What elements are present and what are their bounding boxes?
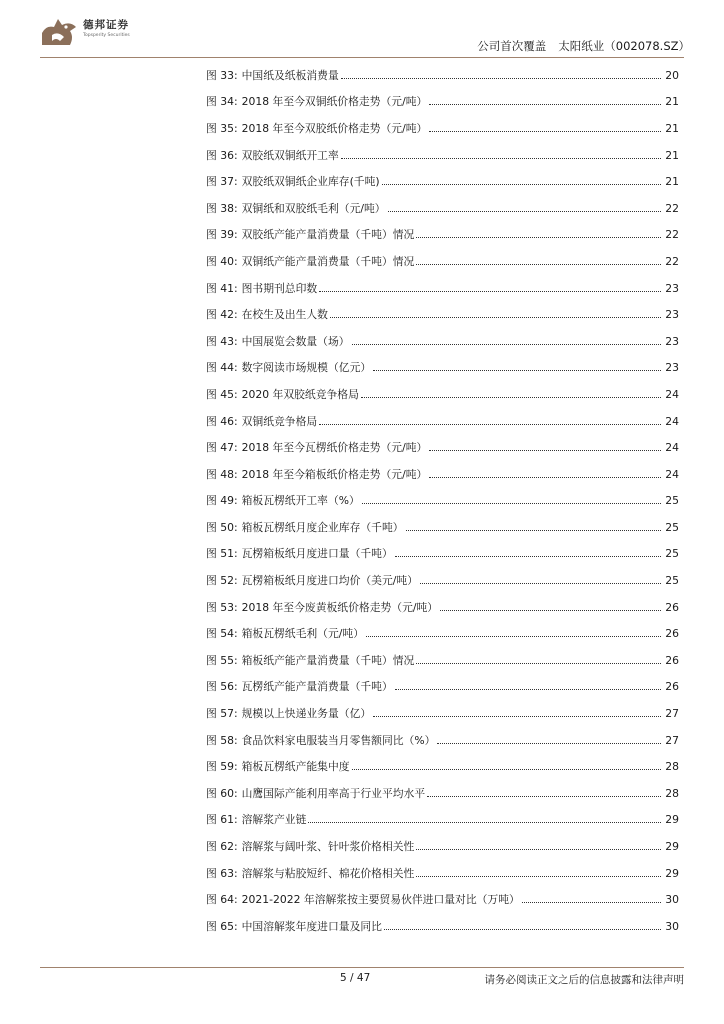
leader-dots	[429, 477, 661, 478]
figure-title: 山鹰国际产能利用率高于行业平均水平	[241, 786, 426, 800]
leader-dots	[373, 716, 661, 717]
figure-title: 规模以上快递业务量（亿）	[241, 707, 372, 721]
figure-title: 2018 年至今瓦楞纸价格走势（元/吨）	[241, 441, 428, 455]
figure-number: 图 41:	[206, 281, 238, 295]
toc-entry[interactable]	[206, 434, 679, 461]
figure-title: 2018 年至今废黄板纸价格走势（元/吨）	[241, 600, 439, 614]
figure-number: 图 43:	[206, 334, 238, 348]
figure-title: 2018 年至今双铜纸价格走势（元/吨）	[241, 95, 428, 109]
figure-title: 中国溶解浆年度进口量及同比	[241, 919, 382, 933]
footer-divider	[40, 967, 684, 968]
figure-page: 21	[665, 95, 679, 109]
figure-number: 图 60:	[206, 786, 238, 800]
leader-dots	[429, 450, 661, 451]
toc-entry[interactable]	[206, 594, 679, 621]
toc-entry[interactable]	[206, 674, 679, 701]
figure-title: 瓦楞纸产能产量消费量（千吨）	[241, 680, 393, 694]
figure-number: 图 47:	[206, 441, 238, 455]
toc-entry[interactable]	[206, 886, 679, 913]
toc-entry[interactable]	[206, 248, 679, 275]
leader-dots	[395, 689, 661, 690]
figure-title: 数字阅读市场规模（亿元）	[241, 361, 372, 375]
figure-page: 25	[665, 547, 679, 561]
figure-page: 21	[665, 175, 679, 189]
leader-dots	[352, 344, 661, 345]
figure-page: 24	[665, 414, 679, 428]
figure-number: 图 64:	[206, 893, 238, 907]
leader-dots	[420, 583, 661, 584]
figure-number: 图 63:	[206, 866, 238, 880]
figure-number: 图 45:	[206, 387, 238, 401]
leader-dots	[416, 663, 661, 664]
leader-dots	[416, 876, 661, 877]
leader-dots	[361, 397, 661, 398]
toc-entry[interactable]	[206, 541, 679, 568]
figure-page: 26	[665, 627, 679, 641]
toc-entry[interactable]	[206, 168, 679, 195]
figure-title: 瓦楞箱板纸月度进口量（千吨）	[241, 547, 393, 561]
report-type: 公司首次覆盖	[477, 39, 547, 53]
toc-entry[interactable]	[206, 275, 679, 302]
legal-disclaimer: 请务必阅读正文之后的信息披露和法律声明	[484, 974, 684, 986]
leader-dots	[429, 104, 661, 105]
figure-page: 25	[665, 520, 679, 534]
leader-dots	[384, 929, 661, 930]
figure-page: 22	[665, 254, 679, 268]
figure-title: 双铜纸产能产量消费量（千吨）情况	[241, 254, 415, 268]
figure-number: 图 54:	[206, 627, 238, 641]
figure-page: 23	[665, 361, 679, 375]
figure-number: 图 39:	[206, 228, 238, 242]
figure-page: 22	[665, 228, 679, 242]
figure-title: 图书期刊总印数	[241, 281, 318, 295]
figure-number: 图 34:	[206, 95, 238, 109]
figure-number: 图 57:	[206, 707, 238, 721]
toc-entry[interactable]	[206, 195, 679, 222]
figure-title: 箱板瓦楞纸月度企业库存（千吨）	[241, 520, 404, 534]
figure-page: 27	[665, 707, 679, 721]
leader-dots	[382, 184, 661, 185]
toc-entry[interactable]	[206, 913, 679, 940]
figure-number: 图 56:	[206, 680, 238, 694]
figure-number: 图 50:	[206, 520, 238, 534]
figure-title: 在校生及出生人数	[241, 308, 328, 322]
figure-list	[206, 62, 679, 940]
page-header	[40, 12, 690, 56]
figure-title: 溶解浆与粘胶短纤、棉花价格相关性	[241, 866, 415, 880]
figure-number: 图 61:	[206, 813, 238, 827]
figure-page: 24	[665, 387, 679, 401]
figure-number: 图 44:	[206, 361, 238, 375]
figure-number: 图 42:	[206, 308, 238, 322]
toc-entry[interactable]	[206, 222, 679, 249]
figure-page: 29	[665, 813, 679, 827]
figure-title: 双铜纸和双胶纸毛利（元/吨）	[241, 201, 386, 215]
page-number: 5 / 47	[340, 972, 371, 984]
figure-title: 箱板纸产能产量消费量（千吨）情况	[241, 653, 415, 667]
leader-dots	[416, 849, 661, 850]
figure-number: 图 48:	[206, 467, 238, 481]
leader-dots	[388, 211, 661, 212]
leader-dots	[341, 158, 661, 159]
figure-number: 图 36:	[206, 148, 238, 162]
figure-title: 箱板瓦楞纸毛利（元/吨）	[241, 627, 365, 641]
toc-entry[interactable]	[206, 780, 679, 807]
logo-english-name: Topsperity Securities	[83, 33, 130, 38]
leader-dots	[429, 131, 661, 132]
toc-entry[interactable]	[206, 727, 679, 754]
figure-number: 图 37:	[206, 175, 238, 189]
toc-entry[interactable]	[206, 142, 679, 169]
toc-entry[interactable]	[206, 301, 679, 328]
figure-page: 21	[665, 121, 679, 135]
leader-dots	[427, 796, 661, 797]
figure-title: 2021-2022 年溶解浆按主要贸易伙伴进口量对比（万吨）	[241, 893, 520, 907]
figure-page: 23	[665, 308, 679, 322]
figure-page: 28	[665, 760, 679, 774]
toc-entry[interactable]	[206, 700, 679, 727]
figure-title: 双铜纸竞争格局	[241, 414, 318, 428]
toc-entry[interactable]	[206, 62, 679, 89]
figure-number: 图 40:	[206, 254, 238, 268]
figure-number: 图 65:	[206, 919, 238, 933]
figure-title: 箱板瓦楞纸开工率（%）	[241, 494, 360, 508]
toc-entry[interactable]	[206, 860, 679, 887]
figure-number: 图 46:	[206, 414, 238, 428]
leader-dots	[522, 902, 661, 903]
figure-title: 双胶纸产能产量消费量（千吨）情况	[241, 228, 415, 242]
toc-entry[interactable]	[206, 355, 679, 382]
figure-page: 20	[665, 68, 679, 82]
figure-page: 29	[665, 840, 679, 854]
leader-dots	[330, 317, 661, 318]
figure-page: 27	[665, 733, 679, 747]
toc-entry[interactable]	[206, 89, 679, 116]
toc-entry[interactable]	[206, 620, 679, 647]
toc-entry[interactable]	[206, 381, 679, 408]
leader-dots	[319, 291, 661, 292]
figure-page: 21	[665, 148, 679, 162]
figure-title: 溶解浆与阔叶浆、针叶浆价格相关性	[241, 840, 415, 854]
toc-entry[interactable]	[206, 115, 679, 142]
figure-page: 26	[665, 653, 679, 667]
toc-entry[interactable]	[206, 488, 679, 515]
header-divider	[40, 57, 684, 58]
figure-page: 25	[665, 494, 679, 508]
figure-number: 图 55:	[206, 653, 238, 667]
figure-number: 图 35:	[206, 121, 238, 135]
figure-number: 图 53:	[206, 600, 238, 614]
figure-page: 24	[665, 441, 679, 455]
figure-title: 中国展览会数量（场）	[241, 334, 350, 348]
figure-number: 图 33:	[206, 68, 238, 82]
logo-chinese-name: 德邦证券	[83, 19, 129, 31]
figure-title: 中国纸及纸板消费量	[241, 68, 339, 82]
figure-page: 22	[665, 201, 679, 215]
leader-dots	[341, 78, 661, 79]
figure-title: 溶解浆产业链	[241, 813, 307, 827]
figure-title: 2020 年双胶纸竞争格局	[241, 387, 359, 401]
toc-entry[interactable]	[206, 807, 679, 834]
leader-dots	[319, 424, 661, 425]
figure-page: 23	[665, 334, 679, 348]
leader-dots	[440, 610, 661, 611]
figure-page: 25	[665, 574, 679, 588]
leader-dots	[437, 743, 661, 744]
figure-page: 26	[665, 600, 679, 614]
figure-title: 2018 年至今箱板纸价格走势（元/吨）	[241, 467, 428, 481]
figure-page: 29	[665, 866, 679, 880]
toc-entry[interactable]	[206, 647, 679, 674]
figure-title: 双胶纸双铜纸企业库存(千吨)	[241, 175, 380, 189]
figure-number: 图 52:	[206, 574, 238, 588]
company-logo	[40, 15, 130, 47]
figure-title: 双胶纸双铜纸开工率	[241, 148, 339, 162]
figure-title: 食品饮料家电服装当月零售额同比（%）	[241, 733, 436, 747]
leader-dots	[416, 264, 661, 265]
figure-page: 30	[665, 893, 679, 907]
figure-number: 图 58:	[206, 733, 238, 747]
figure-page: 30	[665, 919, 679, 933]
leader-dots	[373, 370, 661, 371]
leader-dots	[366, 636, 661, 637]
figure-page: 23	[665, 281, 679, 295]
figure-page: 26	[665, 680, 679, 694]
leader-dots	[352, 769, 661, 770]
company-name: 太阳纸业（002078.SZ）	[558, 39, 690, 53]
toc-entry[interactable]	[206, 461, 679, 488]
figure-number: 图 51:	[206, 547, 238, 561]
figure-number: 图 49:	[206, 494, 238, 508]
leader-dots	[406, 530, 661, 531]
figure-title: 箱板瓦楞纸产能集中度	[241, 760, 350, 774]
figure-number: 图 59:	[206, 760, 238, 774]
toc-entry[interactable]	[206, 514, 679, 541]
toc-entry[interactable]	[206, 567, 679, 594]
figure-page: 28	[665, 786, 679, 800]
leader-dots	[416, 237, 661, 238]
figure-number: 图 38:	[206, 201, 238, 215]
figure-page: 24	[665, 467, 679, 481]
leader-dots	[308, 822, 661, 823]
figure-number: 图 62:	[206, 840, 238, 854]
leader-dots	[362, 503, 661, 504]
toc-entry[interactable]	[206, 833, 679, 860]
report-info	[477, 38, 690, 54]
logo-icon	[40, 15, 80, 47]
figure-title: 2018 年至今双胶纸价格走势（元/吨）	[241, 121, 428, 135]
toc-entry[interactable]	[206, 408, 679, 435]
toc-entry[interactable]	[206, 328, 679, 355]
figure-title: 瓦楞箱板纸月度进口均价（美元/吨）	[241, 574, 418, 588]
toc-entry[interactable]	[206, 753, 679, 780]
leader-dots	[395, 556, 661, 557]
